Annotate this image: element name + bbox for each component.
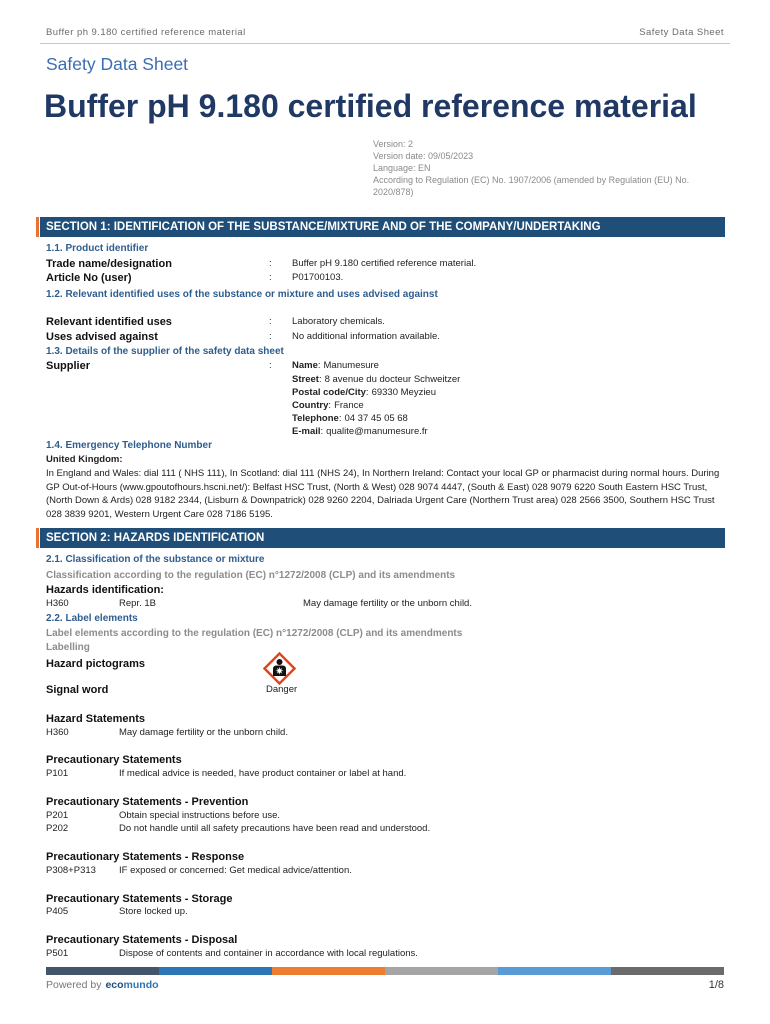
section-1-heading: SECTION 1: IDENTIFICATION OF THE SUBSTANCE/MIXTURE AND OF THE COMPANY/UNDERTAKING <box>40 217 725 237</box>
statement-code: P201 <box>46 810 69 821</box>
supplier-telephone <box>292 413 408 425</box>
statement-code: P501 <box>46 948 69 959</box>
uses-advised-against-value: No additional information available. <box>292 331 440 342</box>
emergency-country-label: United Kingdom: <box>46 454 123 465</box>
classification-statement: May damage fertility or the unborn child. <box>303 598 472 609</box>
colon: : <box>269 258 272 269</box>
article-no-label: Article No (user) <box>46 272 132 284</box>
subsection-1-1: 1.1. Product identifier <box>46 243 149 254</box>
supplier-field-label: E-mail <box>292 426 321 437</box>
section-accent-stripe <box>36 217 39 237</box>
page-number: 1/8 <box>708 979 724 991</box>
statement-text: May damage fertility or the unborn child. <box>119 727 288 738</box>
signal-word-label: Signal word <box>46 684 109 696</box>
trade-name-label: Trade name/designation <box>46 258 172 270</box>
colon: : <box>318 374 322 385</box>
classification-category: Repr. 1B <box>119 598 156 609</box>
emergency-contacts-paragraph: In England and Wales: dial 111 ( NHS 111), In Scotland: dial 111 (NHS 24), In Northern Ireland: Contact your local GP or pharmacist during normal hours. During GP Out-of-Hours (www.gpoutofhours.hscni.net/): Belfast HSC Trust, (North & West) 028 9074 4447, (South & East) 028 9079 6220 South Eastern HSC Trust, (North Down & Ards) 028 9182 2344, (Lisburn & Downpatrick) 028 9260 2204, Dalriada Urgent Care (Northern Trust area) 028 2566 3500, Southern HSC Trust 028 3839 9201, Western Urgent Care 028 7186 5195. <box>46 468 720 520</box>
version-number: Version: 2 <box>373 139 414 149</box>
section-accent-stripe <box>36 528 39 548</box>
footer-color-bar-segment <box>611 967 724 975</box>
supplier-field-value: 69330 Meyzieu <box>371 387 436 398</box>
version-language: Language: EN <box>373 163 431 173</box>
powered-by-text: Powered by <box>46 979 102 991</box>
supplier-field-value: 8 avenue du docteur Schweitzer <box>324 374 461 385</box>
identified-uses-value: Laboratory chemicals. <box>292 316 385 327</box>
document-type: Safety Data Sheet <box>46 54 189 74</box>
supplier-field-label: Postal code/City <box>292 387 366 398</box>
trade-name-value: Buffer pH 9.180 certified reference material. <box>292 258 477 269</box>
colon: : <box>269 316 272 327</box>
version-regulation: According to Regulation (EC) No. 1907/2006 (amended by Regulation (EU) No. 2020/878) <box>373 175 690 197</box>
ghs08-health-hazard-icon <box>263 652 296 685</box>
footer-color-bar-segment <box>159 967 272 975</box>
statement-text: Store locked up. <box>119 906 188 917</box>
hazard-pictograms-label: Hazard pictograms <box>46 658 146 670</box>
classification-code: H360 <box>46 598 69 609</box>
supplier-field-value: Manumesure <box>323 360 379 371</box>
statement-group-title: Precautionary Statements - Disposal <box>46 934 238 946</box>
supplier-field-label: Name <box>292 360 318 371</box>
colon: : <box>338 413 342 424</box>
statement-text: Do not handle until all safety precautions have been read and understood. <box>119 823 431 834</box>
colon: : <box>320 426 324 437</box>
statement-code: P202 <box>46 823 69 834</box>
uses-advised-against-label: Uses advised against <box>46 331 158 343</box>
footer-powered-by <box>46 979 159 991</box>
statement-text: Obtain special instructions before use. <box>119 810 281 821</box>
subsection-2-1: 2.1. Classification of the substance or mixture <box>46 554 265 565</box>
colon: : <box>317 360 321 371</box>
supplier-name <box>292 360 379 372</box>
statement-text: Dispose of contents and container in accordance with local regulations. <box>119 948 418 959</box>
supplier-postal-city <box>292 387 436 399</box>
header-divider <box>40 43 730 44</box>
footer-color-bar-segment <box>272 967 385 975</box>
statement-code: P308+P313 <box>46 865 96 876</box>
supplier-label: Supplier <box>46 360 91 372</box>
statement-code: P101 <box>46 768 69 779</box>
running-header-product: Buffer ph 9.180 certified reference material <box>46 27 246 38</box>
subsection-2-2: 2.2. Label elements <box>46 613 138 624</box>
footer-color-bar-segment <box>46 967 159 975</box>
statement-code: P405 <box>46 906 69 917</box>
subsection-1-3: 1.3. Details of the supplier of the safety data sheet <box>46 346 284 357</box>
section-2-heading: SECTION 2: HAZARDS IDENTIFICATION <box>40 528 725 548</box>
statement-group-title: Precautionary Statements - Prevention <box>46 796 249 808</box>
supplier-field-label: Telephone <box>292 413 339 424</box>
page-title: Buffer pH 9.180 certified reference material <box>44 88 697 124</box>
version-info <box>373 138 728 198</box>
clp-classification-heading: Classification according to the regulation (EC) n°1272/2008 (CLP) and its amendments <box>46 570 456 581</box>
statement-group-title: Precautionary Statements - Storage <box>46 893 233 905</box>
colon: : <box>328 400 332 411</box>
colon: : <box>365 387 369 398</box>
version-date: Version date: 09/05/2023 <box>373 151 474 161</box>
supplier-field-value: 04 37 45 05 68 <box>344 413 408 424</box>
signal-word-value: Danger <box>266 684 298 695</box>
supplier-country <box>292 400 364 412</box>
supplier-email <box>292 426 428 438</box>
hazards-identification-label: Hazards identification: <box>46 584 164 596</box>
footer-color-bar <box>46 967 724 975</box>
colon: : <box>269 272 272 283</box>
statement-text: IF exposed or concerned: Get medical advice/attention. <box>119 865 352 876</box>
supplier-field-value: qualite@manumesure.fr <box>326 426 428 437</box>
footer-color-bar-segment <box>498 967 611 975</box>
supplier-field-label: Street <box>292 374 319 385</box>
supplier-field-label: Country <box>292 400 329 411</box>
colon: : <box>269 331 272 342</box>
statement-code: H360 <box>46 727 69 738</box>
subsection-1-2: 1.2. Relevant identified uses of the substance or mixture and uses advised against <box>46 289 438 300</box>
statement-group-title: Precautionary Statements <box>46 754 182 766</box>
brand-logo-eco: eco <box>105 979 124 991</box>
brand-logo-mundo: mundo <box>123 979 159 991</box>
label-elements-heading: Label elements according to the regulation (EC) n°1272/2008 (CLP) and its amendments <box>46 628 463 639</box>
supplier-field-value: France <box>334 400 364 411</box>
subsection-1-4: 1.4. Emergency Telephone Number <box>46 440 212 451</box>
colon: : <box>269 360 272 371</box>
statement-group-title: Hazard Statements <box>46 713 146 725</box>
labelling-heading: Labelling <box>46 642 90 653</box>
footer-color-bar-segment <box>385 967 498 975</box>
article-no-value: P01700103. <box>292 272 344 283</box>
identified-uses-label: Relevant identified uses <box>46 316 172 328</box>
supplier-street <box>292 374 460 386</box>
statement-text: If medical advice is needed, have product container or label at hand. <box>119 768 407 779</box>
running-header-doc-type: Safety Data Sheet <box>639 27 724 38</box>
statement-group-title: Precautionary Statements - Response <box>46 851 245 863</box>
